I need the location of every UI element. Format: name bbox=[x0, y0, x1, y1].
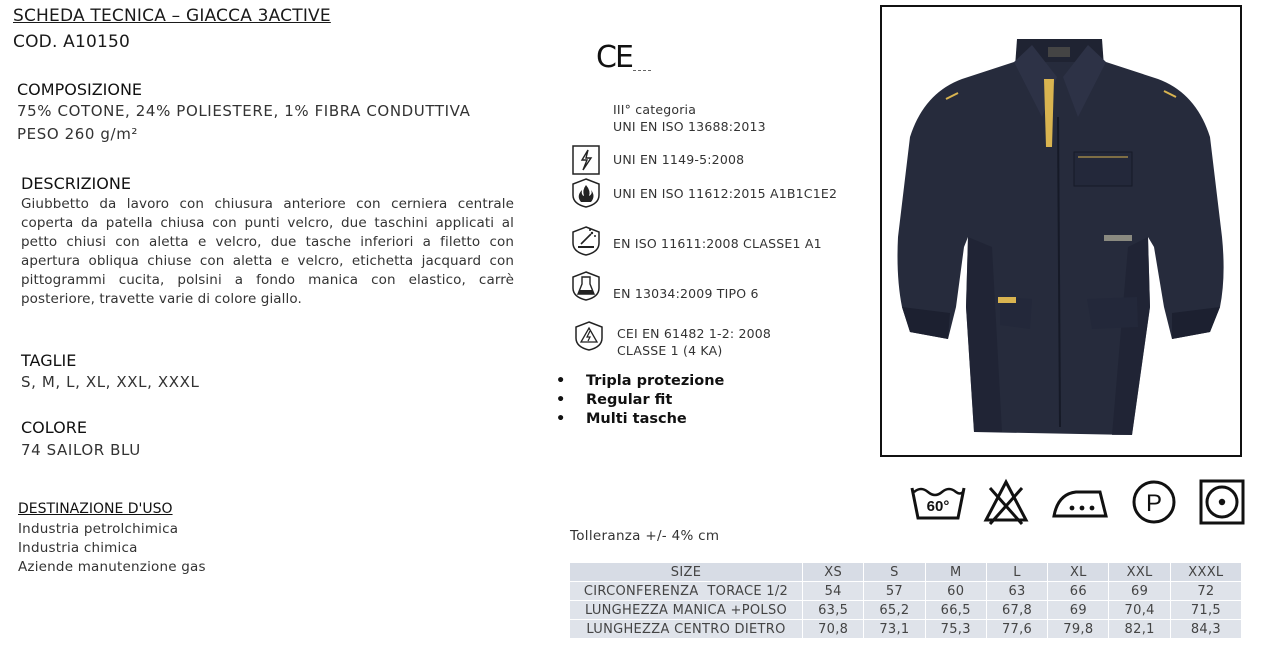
table-header-row bbox=[570, 563, 1242, 582]
cert-category-line1: III° categoria bbox=[613, 102, 697, 117]
table-cell: 57 bbox=[864, 582, 925, 601]
table-cell: 79,8 bbox=[1048, 620, 1109, 639]
header-cell: L bbox=[986, 563, 1047, 582]
table-cell: 70,4 bbox=[1109, 601, 1170, 620]
wash-60-icon bbox=[909, 478, 967, 526]
product-photo bbox=[880, 5, 1242, 457]
antistatic-icon bbox=[571, 144, 601, 176]
feature-label: Multi tasche bbox=[586, 411, 687, 427]
header-cell: XL bbox=[1048, 563, 1109, 582]
size-table bbox=[569, 562, 1242, 639]
table-cell: 63,5 bbox=[803, 601, 864, 620]
table-cell: 60 bbox=[925, 582, 986, 601]
dry-clean-p-icon bbox=[1130, 478, 1178, 526]
tolerance-note: Tolleranza +/- 4% cm bbox=[570, 528, 720, 544]
descrizione-heading: DESCRIZIONE bbox=[21, 174, 131, 193]
table-cell: 66,5 bbox=[925, 601, 986, 620]
composizione-heading: COMPOSIZIONE bbox=[17, 80, 143, 99]
table-cell: 77,6 bbox=[986, 620, 1047, 639]
table-cell: 73,1 bbox=[864, 620, 925, 639]
product-code: COD. A10150 bbox=[13, 32, 131, 52]
header-cell: SIZE bbox=[570, 563, 803, 582]
table-cell: 70,8 bbox=[803, 620, 864, 639]
table-cell: 66 bbox=[1048, 582, 1109, 601]
table-cell: 75,3 bbox=[925, 620, 986, 639]
cert-category bbox=[613, 101, 766, 135]
header-cell: XXXL bbox=[1170, 563, 1241, 582]
cert-1149: UNI EN 1149-5:2008 bbox=[613, 152, 745, 167]
doc-title: SCHEDA TECNICA – GIACCA 3ACTIVE bbox=[13, 6, 331, 26]
cert-61482-line1: CEI EN 61482 1-2: 2008 bbox=[617, 326, 772, 341]
taglie-value: S, M, L, XL, XXL, XXXL bbox=[21, 373, 200, 391]
table-cell: 54 bbox=[803, 582, 864, 601]
descrizione-text: Giubbetto da lavoro con chiusura anteriore con cerniera centrale coperta da patella chiusa con punti velcro, due taschini applicati al petto chiusi con aletta e velcro, due tasche inferiori a filetto con apertura obliqua chiuse con aletta e velcro, etichetta jacquard con pittogrammi cucita, polsini a fondo manica con elastico, carrè posteriore, travette varie di colore giallo. bbox=[21, 196, 514, 307]
cert-11611: EN ISO 11611:2008 CLASSE1 A1 bbox=[613, 236, 822, 251]
header-cell: S bbox=[864, 563, 925, 582]
colore-value: 74 SAILOR BLU bbox=[21, 441, 141, 459]
table-row bbox=[570, 620, 1242, 639]
destinazione-item: Aziende manutenzione gas bbox=[18, 559, 206, 575]
table-cell: 72 bbox=[1170, 582, 1241, 601]
composizione-line2: PESO 260 g/m² bbox=[17, 125, 139, 143]
no-bleach-icon bbox=[983, 478, 1029, 526]
tumble-dry-icon bbox=[1198, 478, 1246, 526]
cert-11612: UNI EN ISO 11612:2015 A1B1C1E2 bbox=[613, 186, 838, 201]
header-cell: M bbox=[925, 563, 986, 582]
feature-label: Regular fit bbox=[586, 392, 673, 408]
table-cell: 69 bbox=[1109, 582, 1170, 601]
composizione-line1: 75% COTONE, 24% POLIESTERE, 1% FIBRA CONDUTTIVA bbox=[17, 102, 471, 120]
feature-list bbox=[556, 372, 725, 429]
table-cell: 82,1 bbox=[1109, 620, 1170, 639]
table-cell: 71,5 bbox=[1170, 601, 1241, 620]
feature-item: • Multi tasche bbox=[556, 411, 687, 427]
cert-61482 bbox=[617, 325, 771, 359]
table-cell: 69 bbox=[1048, 601, 1109, 620]
welding-icon bbox=[571, 225, 601, 257]
flame-icon bbox=[571, 177, 601, 209]
ce-mark: CE bbox=[596, 40, 632, 75]
header-cell: XXL bbox=[1109, 563, 1170, 582]
destinazione-item: Industria chimica bbox=[18, 540, 138, 556]
row-label: LUNGHEZZA CENTRO DIETRO bbox=[570, 620, 803, 639]
header-cell: XS bbox=[803, 563, 864, 582]
dry-clean-label: P bbox=[1145, 490, 1163, 517]
table-cell: 65,2 bbox=[864, 601, 925, 620]
row-label: LUNGHEZZA MANICA +POLSO bbox=[570, 601, 803, 620]
table-cell: 84,3 bbox=[1170, 620, 1241, 639]
iron-icon bbox=[1050, 478, 1110, 526]
table-cell: 63 bbox=[986, 582, 1047, 601]
feature-item: • Regular fit bbox=[556, 392, 673, 408]
taglie-heading: TAGLIE bbox=[21, 351, 77, 370]
arc-flash-icon bbox=[574, 320, 604, 352]
colore-heading: COLORE bbox=[21, 418, 87, 437]
jacket-image bbox=[882, 7, 1240, 455]
feature-label: Tripla protezione bbox=[586, 373, 725, 389]
cert-category-line2: UNI EN ISO 13688:2013 bbox=[613, 119, 766, 134]
table-row bbox=[570, 582, 1242, 601]
feature-item: • Tripla protezione bbox=[556, 373, 725, 389]
table-cell: 67,8 bbox=[986, 601, 1047, 620]
cert-13034: EN 13034:2009 TIPO 6 bbox=[613, 286, 759, 301]
cert-61482-line2: CLASSE 1 (4 KA) bbox=[617, 343, 723, 358]
table-row bbox=[570, 601, 1242, 620]
destinazione-heading: DESTINAZIONE D'USO bbox=[18, 501, 173, 517]
row-label: CIRCONFERENZA TORACE 1/2 bbox=[570, 582, 803, 601]
ce-underline bbox=[633, 70, 651, 71]
destinazione-item: Industria petrolchimica bbox=[18, 521, 179, 537]
destinazione-list bbox=[18, 520, 206, 577]
chemical-icon bbox=[571, 270, 601, 302]
wash-temp-label: 60° bbox=[926, 498, 950, 515]
